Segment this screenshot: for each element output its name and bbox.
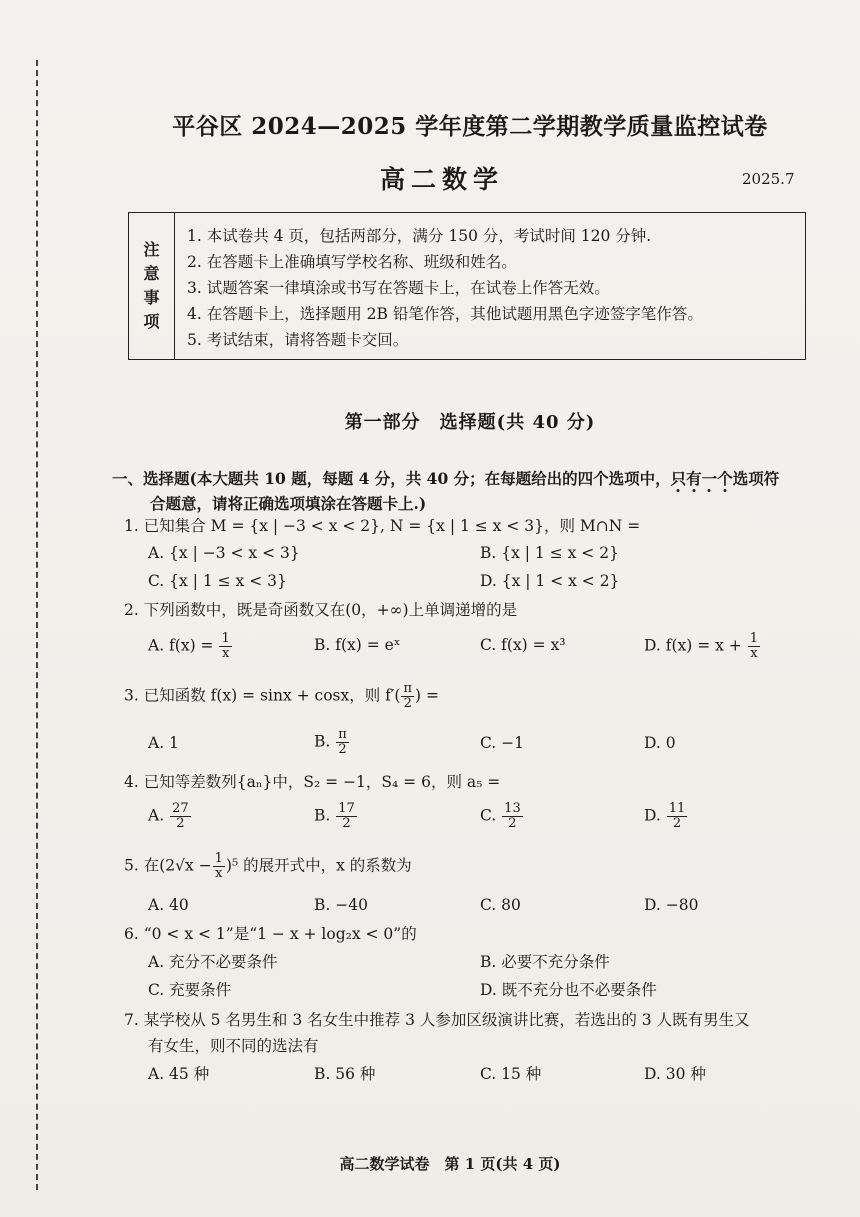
denominator: 2: [672, 816, 682, 831]
question-7-stem-line-2: 有女生，则不同的选法有: [148, 1037, 319, 1055]
fraction: [336, 728, 349, 757]
dotted-char: 只: [670, 469, 687, 488]
numerator: 27: [172, 801, 189, 816]
q5-stem-pre: 5. 在(2√x −: [124, 856, 212, 875]
part-one-title: 第一部分 选择题(共 40 分): [344, 412, 596, 433]
denominator: 2: [338, 742, 347, 757]
q4-option-d: [644, 802, 688, 831]
dotted-char: 一: [701, 469, 718, 488]
q4-option-a: [148, 802, 192, 831]
q1-option-d: D. {x | 1 < x < 2}: [480, 572, 620, 590]
q5-option-d: D. −80: [644, 896, 699, 914]
notice-item: 1. 本试卷共 4 页，包括两部分，满分 150 分，考试时间 120 分钟.: [187, 227, 652, 245]
q3-option-b: [314, 728, 350, 757]
q5-option-a: A. 40: [148, 896, 189, 914]
q5-option-c: C. 80: [480, 896, 521, 914]
dotted-char: 有: [686, 469, 702, 488]
q3-option-c: C. −1: [480, 734, 525, 752]
q4-option-b: [314, 802, 358, 831]
denominator: 2: [508, 816, 517, 831]
q4-option-c: [480, 802, 524, 831]
notice-label-char: 注: [143, 240, 160, 259]
section-line-1a: 一、选择题(本大题共 10 题，每题 4 分，共 40 分；在每题给出的四个选项中，: [112, 469, 671, 488]
q1-option-b: B. {x | 1 ≤ x < 2}: [480, 544, 619, 562]
exam-date: 2025.7: [742, 170, 795, 188]
numerator: 11: [668, 801, 686, 816]
q4-c-text: C.: [480, 806, 497, 825]
q2-option-c: C. f(x) = x³: [480, 636, 566, 654]
notice-item: 4. 在答题卡上，选择题用 2B 铅笔作答，其他试题用黑色字迹签字笔作答。: [187, 305, 703, 323]
q7-option-d: D. 30 种: [644, 1065, 706, 1083]
q2-d-text: D. f(x) = x +: [644, 636, 742, 655]
notice-list: [187, 223, 797, 353]
q3-stem-pre: 3. 已知函数 f(x) = sinx + cosx，则 f′(: [124, 686, 401, 705]
q5-stem-post: )⁵ 的展开式中，x 的系数为: [225, 856, 412, 875]
notice-item: 3. 试题答案一律填涂或书写在答题卡上，在试卷上作答无效。: [187, 279, 610, 297]
numerator: 1: [214, 851, 223, 866]
question-5-stem: [124, 852, 814, 881]
question-1-stem: 1. 已知集合 M = {x | −3 < x < 2}, N = {x | 1 ≤ x < 3}，则 M∩N =: [124, 517, 641, 535]
numerator: 1: [749, 631, 759, 646]
q4-d-text: D.: [644, 806, 661, 825]
fraction: [667, 802, 688, 831]
question-6-stem: 6. “0 < x < 1”是“1 − x + log₂x < 0”的: [124, 925, 417, 943]
notice-item: 5. 考试结束，请将答题卡交回。: [187, 331, 409, 349]
subject-title: 高二数学: [380, 165, 505, 194]
q6-option-c: C. 充要条件: [148, 981, 232, 999]
numerator: 17: [338, 801, 355, 816]
q5-option-b: B. −40: [314, 896, 368, 914]
q6-option-b: B. 必要不充分条件: [480, 953, 610, 971]
section-line-2: 合题意，请将正确选项填涂在答题卡上.): [150, 494, 427, 513]
notice-label-char: 事: [143, 288, 160, 307]
fraction: [502, 802, 523, 831]
q1-option-a: A. {x | −3 < x < 3}: [148, 544, 300, 562]
numerator: 13: [504, 801, 521, 816]
denominator: 2: [176, 816, 185, 831]
denominator: 2: [342, 816, 351, 831]
binding-dashed-line: [36, 60, 38, 1190]
q6-option-d: D. 既不充分也不必要条件: [480, 981, 657, 999]
question-4-stem: 4. 已知等差数列{aₙ}中，S₂ = −1，S₄ = 6，则 a₅ =: [124, 773, 501, 791]
q7-option-c: C. 15 种: [480, 1065, 542, 1083]
numerator: 1: [221, 631, 230, 646]
notice-label: [129, 213, 175, 359]
q4-a-text: A.: [148, 806, 165, 825]
fraction: [219, 632, 231, 661]
denominator: 2: [403, 696, 412, 711]
notice-item: 2. 在答题卡上准确填写学校名称、班级和姓名。: [187, 253, 517, 271]
q3-b-text: B.: [314, 732, 331, 751]
fraction: [748, 632, 760, 661]
emphasis-dotted: [671, 469, 733, 488]
q3-option-d: D. 0: [644, 734, 676, 752]
q2-option-a: [148, 632, 233, 661]
denominator: x: [750, 646, 758, 661]
section-line-1c: 选项符: [732, 469, 780, 488]
denominator: x: [215, 866, 223, 881]
section-instructions: [112, 466, 812, 516]
numerator: π: [338, 727, 347, 742]
notice-label-char: 项: [143, 312, 160, 331]
fraction: [336, 802, 357, 831]
notice-box: [128, 212, 806, 360]
q4-b-text: B.: [314, 806, 331, 825]
q3-option-a: A. 1: [148, 734, 179, 752]
question-3-stem: [124, 682, 814, 711]
q6-option-a: A. 充分不必要条件: [148, 953, 278, 971]
exam-title: 平谷区 2024—2025 学年度第二学期教学质量监控试卷: [172, 113, 768, 140]
page-footer: 高二数学试卷 第 1 页(共 4 页): [339, 1155, 561, 1173]
q7-option-a: A. 45 种: [148, 1065, 210, 1083]
fraction: [213, 852, 225, 881]
fraction: [170, 802, 191, 831]
question-7-stem-line-1: 7. 某学校从 5 名男生和 3 名女生中推荐 3 人参加区级演讲比赛，若选出的 3 人既有男生又: [124, 1011, 750, 1029]
dotted-char: 个: [717, 469, 733, 488]
question-2-stem: 2. 下列函数中，既是奇函数又在(0，+∞)上单调递增的是: [124, 601, 518, 619]
notice-label-char: 意: [143, 264, 160, 283]
denominator: x: [221, 646, 230, 661]
numerator: π: [403, 681, 413, 696]
fraction: [401, 682, 414, 711]
q2-option-d: [644, 632, 761, 661]
q2-a-text: A. f(x) =: [148, 636, 214, 655]
q7-option-b: B. 56 种: [314, 1065, 376, 1083]
q3-stem-post: ) =: [415, 686, 439, 705]
q1-option-c: C. {x | 1 ≤ x < 3}: [148, 572, 287, 590]
q2-option-b: B. f(x) = eˣ: [314, 636, 401, 654]
